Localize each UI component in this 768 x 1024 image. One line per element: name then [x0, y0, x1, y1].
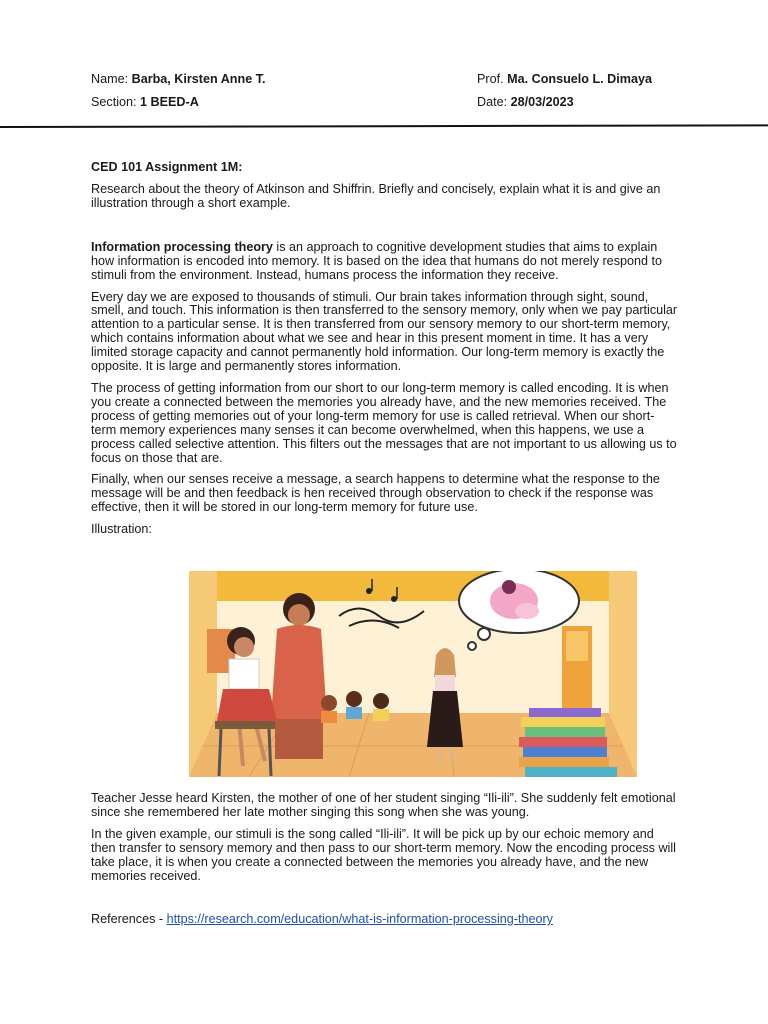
student-name [91, 71, 266, 87]
classroom-illustration [189, 571, 637, 777]
references [91, 912, 553, 926]
paragraph-intro [91, 241, 679, 283]
key-term: Information processing theory [91, 239, 273, 254]
student-section [91, 94, 199, 110]
paragraph-example: Teacher Jesse heard Kirsten, the mother of one of her student singing “Ili-ili”. She suddenly felt emotional since she remembered her late mother singing this song when she was young. [91, 791, 676, 819]
reference-link[interactable]: https://research.com/education/what-is-information-processing-theory [166, 912, 553, 926]
paragraph-explanation: In the given example, our stimuli is the song called “Ili-ili”. It will be pick up by our echoic memory and then transfer to sensory memory and then pass to our short-term memory. Now the encoding process will take place, it is when you create a connected between the memories you already have, and the new memories received. [91, 826, 676, 883]
section-label: Section: [91, 95, 141, 109]
paragraph-feedback: Finally, when our senses receive a message, a search happens to determine what the response to the message will be and then feedback is hen received through observation to check if the response was effective, then it will be stored in our long-term memory for future use. [91, 472, 660, 515]
professor-name [477, 71, 652, 87]
date-label: Date: [477, 95, 511, 109]
name-label: Name: [91, 72, 132, 86]
submission-date [477, 94, 574, 110]
date-value: 28/03/2023 [510, 95, 574, 109]
example-section [91, 792, 679, 883]
assignment-body [91, 160, 679, 537]
assignment-prompt: Research about the theory of Atkinson and Shiffrin. Briefly and concisely, explain what it is and give an illustration through a short example. [91, 182, 661, 210]
header-divider [0, 124, 768, 128]
section-value: 1 BEED-A [140, 95, 199, 109]
references-label: References - [91, 912, 167, 926]
illustration-label: Illustration: [91, 522, 152, 537]
name-value: Barba, Kirsten Anne T. [131, 72, 266, 86]
prof-value: Ma. Consuelo L. Dimaya [507, 72, 652, 86]
paragraph-stimuli: Every day we are exposed to thousands of stimuli. Our brain takes information through sight, sound, smell, and touch. This information is then transferred to the sensory memory, only when we pay particular attention to a particular sense. It is then transferred from our sensory memory to our short-term memory, which contains information about what we see and hear in this present moment in time. It has a very limited storage capacity and cannot permanently hold information. Our long-term memory is exactly the opposite. It is large and permanently stores information. [91, 289, 678, 374]
paragraph-intro-text: is an approach to cognitive development studies that aims to explain how information is encoded into memory. It is based on the idea that humans do not merely respond to stimuli from the environment. Instead, humans process the information they receive. [91, 239, 663, 282]
assignment-title: CED 101 Assignment 1M: [91, 160, 243, 174]
prof-label: Prof. [477, 72, 508, 86]
paragraph-encoding: The process of getting information from our short to our long-term memory is called encoding. It is when you create a connected between the memories you already have, and the new memories received. The process of getting memories out of your long-term memory for use is called retrieval. When our short-term memory experiences many senses it can become overwhelmed, when this happens, we use a process called selective attention. This filters out the messages that are not important to us allowing us to focus on those that are. [91, 380, 677, 465]
